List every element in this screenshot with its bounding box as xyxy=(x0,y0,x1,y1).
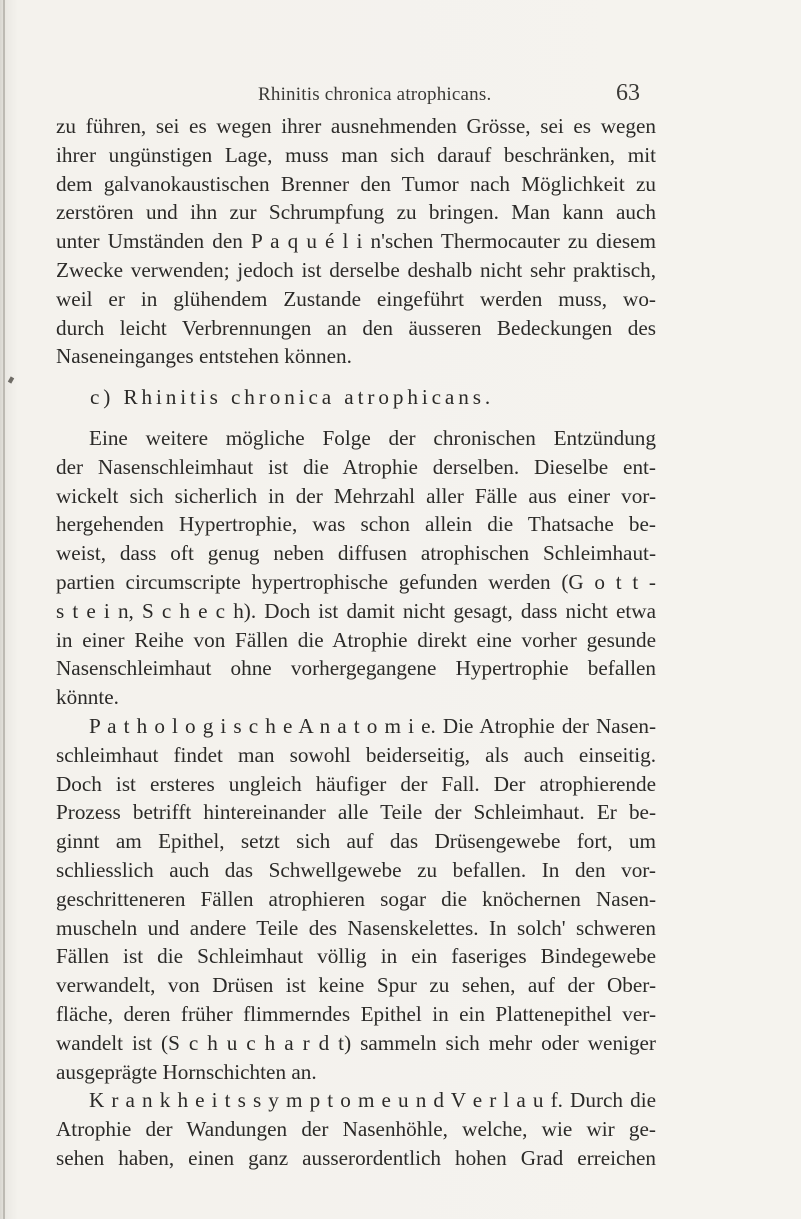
text-line: in einer Reihe von Fällen die Atrophie direkt eine vorher gesunde xyxy=(56,627,656,652)
page-header xyxy=(0,82,801,110)
running-title: Rhinitis chronica atrophicans. xyxy=(258,84,492,105)
page-body xyxy=(56,112,656,1173)
text-line: fläche, deren früher flimmerndes Epithel in ein Plattenepithel ver- xyxy=(56,1001,656,1026)
section-heading: c) Rhinitis chronica atrophicans. xyxy=(90,385,495,410)
text-line: Doch ist ersteres ungleich häufiger der Fall. Der atrophierende xyxy=(56,771,656,796)
text-line: Fällen ist die Schleimhaut völlig in ein faseriges Bindegewebe xyxy=(56,944,656,969)
text-line: sehen haben, einen ganz ausserordentlich hohen Grad erreichen xyxy=(56,1145,656,1170)
text-line: K r a n k h e i t s s y m p t o m e u n d V e r l a u f. Durch die xyxy=(89,1088,656,1113)
paragraph-2 xyxy=(56,424,656,712)
text-line: s t e i n, S c h e c h). Doch ist damit nicht gesagt, dass nicht etwa xyxy=(56,598,656,623)
text-line: Eine weitere mögliche Folge der chronischen Entzündung xyxy=(89,425,656,450)
text-line: ginnt am Epithel, setzt sich auf das Drüsengewebe fort, um xyxy=(56,829,656,854)
page-gutter xyxy=(3,0,5,1219)
text-line: verwandelt, von Drüsen ist keine Spur zu sehen, auf der Ober- xyxy=(56,973,656,998)
text-line: dem galvanokaustischen Brenner den Tumor nach Möglichkeit zu xyxy=(56,171,656,196)
text-line: der Nasenschleimhaut ist die Atrophie derselben. Dieselbe ent- xyxy=(56,454,656,479)
text-line: wandelt ist (S c h u c h a r d t) sammeln sich mehr oder weniger xyxy=(56,1030,656,1055)
text-line: ihrer ungünstigen Lage, muss man sich darauf beschränken, mit xyxy=(56,142,656,167)
text-line: muscheln und andere Teile des Nasenskelettes. In solch' schweren xyxy=(56,915,656,940)
text-line: wickelt sich sicherlich in der Mehrzahl aller Fälle aus einer vor- xyxy=(56,483,656,508)
page-number: 63 xyxy=(616,80,640,106)
paragraph-4 xyxy=(56,1086,656,1172)
text-line: weist, dass oft genug neben diffusen atrophischen Schleimhaut- xyxy=(56,541,656,566)
text-line: schliesslich auch das Schwellgewebe zu befallen. In den vor- xyxy=(56,857,656,882)
text-line: durch leicht Verbrennungen an den äusseren Bedeckungen des xyxy=(56,315,656,340)
text-line: hergehenden Hypertrophie, was schon allein die Thatsache be- xyxy=(56,512,656,537)
text-line: ausgeprägte Hornschichten an. xyxy=(56,1059,317,1084)
text-line: Zwecke verwenden; jedoch ist derselbe deshalb nicht sehr praktisch, xyxy=(56,257,656,282)
paragraph-3 xyxy=(56,712,656,1086)
text-line: P a t h o l o g i s c h e A n a t o m i e. Die Atrophie der Nasen- xyxy=(89,713,656,738)
text-line: Prozess betrifft hintereinander alle Teile der Schleimhaut. Er be- xyxy=(56,800,656,825)
text-line: geschritteneren Fällen atrophieren sogar die knöchernen Nasen- xyxy=(56,886,656,911)
text-line: weil er in glühendem Zustande eingeführt werden muss, wo- xyxy=(56,286,656,311)
text-line: Nasenschleimhaut ohne vorhergegangene Hypertrophie befallen xyxy=(56,656,656,681)
text-line: schleimhaut findet man sowohl beiderseitig, als auch einseitig. xyxy=(56,742,656,767)
text-line: zu führen, sei es wegen ihrer ausnehmenden Grösse, sei es wegen xyxy=(56,114,656,138)
text-line: unter Umständen den P a q u é l i n'schen Thermocauter zu diesem xyxy=(56,229,656,254)
text-line: Atrophie der Wandungen der Nasenhöhle, welche, wie wir ge- xyxy=(56,1117,656,1142)
margin-mark xyxy=(8,376,14,383)
text-line: Naseneinganges entstehen können. xyxy=(56,344,352,369)
text-line: könnte. xyxy=(56,685,119,710)
text-line: partien circumscripte hypertrophische gefunden werden (G o t t - xyxy=(56,569,656,594)
text-line: zerstören und ihn zur Schrumpfung zu bringen. Man kann auch xyxy=(56,200,656,225)
paragraph-1 xyxy=(56,112,656,371)
